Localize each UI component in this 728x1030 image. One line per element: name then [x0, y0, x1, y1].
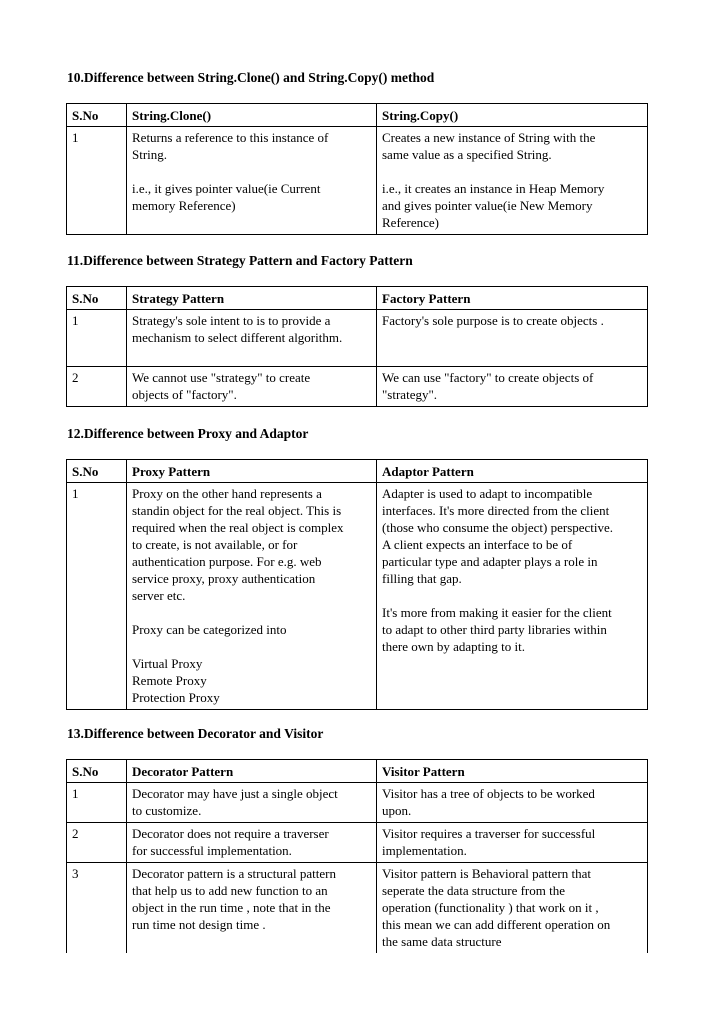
header-col-b: Factory Pattern: [377, 287, 648, 310]
cell-paragraph: i.e., it creates an instance in Heap Memory and gives pointer value(ie New Memory Reference): [382, 181, 605, 230]
cell-paragraph: Proxy can be categorized into: [132, 622, 287, 637]
table-row: [67, 783, 648, 823]
header-sno: S.No: [67, 287, 127, 310]
header-col-a: Proxy Pattern: [127, 460, 377, 483]
cell-paragraph: Strategy's sole intent to is to provide a mechanism to select different algorithm.: [132, 313, 343, 345]
cell-paragraph: Decorator does not require a traverser for successful implementation.: [132, 826, 329, 858]
cell-paragraph: We can use "factory" to create objects of "strategy".: [382, 370, 594, 402]
cell-paragraph: Visitor has a tree of objects to be worked upon.: [382, 786, 595, 818]
cell-col-b: [377, 483, 648, 710]
table-header-row: [67, 104, 648, 127]
cell-paragraph: Virtual Proxy Remote Proxy Protection Proxy: [132, 656, 220, 705]
cell-paragraph: Proxy on the other hand represents a standin object for the real object. This is required when the real object is complex to create, is not available, or for authentication purpose. For e.g. web service proxy, proxy authentication server etc.: [132, 486, 344, 603]
cell-sno: 3: [67, 863, 127, 954]
header-col-b: Visitor Pattern: [377, 760, 648, 783]
header-col-a: String.Clone(): [127, 104, 377, 127]
header-col-a: Decorator Pattern: [127, 760, 377, 783]
section-10-heading: 10.Difference between String.Clone() and String.Copy() method: [67, 70, 435, 85]
table-row: [67, 310, 648, 367]
section-11-table: [66, 286, 648, 407]
section-12-heading: 12.Difference between Proxy and Adaptor: [67, 426, 309, 441]
cell-sno: 1: [67, 783, 127, 823]
table-row: [67, 823, 648, 863]
table-row: [67, 367, 648, 407]
cell-col-a: [127, 483, 377, 710]
cell-sno: 1: [67, 127, 127, 235]
cell-col-b: [377, 783, 648, 823]
cell-col-b: [377, 823, 648, 863]
cell-col-b: [377, 367, 648, 407]
cell-col-a: [127, 367, 377, 407]
cell-sno: 1: [67, 483, 127, 710]
section-12-table: [66, 459, 648, 710]
table-row: [67, 127, 648, 235]
cell-paragraph: Decorator may have just a single object to customize.: [132, 786, 338, 818]
section-11-heading: 11.Difference between Strategy Pattern and Factory Pattern: [67, 253, 413, 268]
header-sno: S.No: [67, 104, 127, 127]
cell-sno: 1: [67, 310, 127, 367]
section-13-heading: 13.Difference between Decorator and Visitor: [67, 726, 324, 741]
section-10-table: [66, 103, 648, 235]
cell-col-a: [127, 823, 377, 863]
cell-sno: 2: [67, 367, 127, 407]
cell-paragraph: Adapter is used to adapt to incompatible interfaces. It's more directed from the client (those who consume the object) perspective. A client expects an interface to be of particular type and adapter plays a role in filling that gap.: [382, 486, 614, 586]
cell-col-b: [377, 310, 648, 367]
cell-col-a: [127, 863, 377, 954]
cell-col-b: [377, 863, 648, 954]
header-col-a: Strategy Pattern: [127, 287, 377, 310]
cell-paragraph: We cannot use "strategy" to create objects of "factory".: [132, 370, 311, 402]
table-header-row: [67, 760, 648, 783]
table-header-row: [67, 460, 648, 483]
cell-paragraph: i.e., it gives pointer value(ie Current memory Reference): [132, 181, 321, 213]
cell-col-a: [127, 783, 377, 823]
cell-paragraph: Decorator pattern is a structural pattern that help us to add new function to an object in the run time , note that in the run time not design time .: [132, 866, 336, 932]
cell-col-a: [127, 310, 377, 367]
header-sno: S.No: [67, 460, 127, 483]
table-header-row: [67, 287, 648, 310]
cell-col-b: [377, 127, 648, 235]
cell-paragraph: It's more from making it easier for the client to adapt to other third party libraries within there own by adapting to it.: [382, 605, 612, 654]
header-col-b: Adaptor Pattern: [377, 460, 648, 483]
header-col-b: String.Copy(): [377, 104, 648, 127]
header-sno: S.No: [67, 760, 127, 783]
cell-paragraph: Factory's sole purpose is to create objects .: [382, 313, 604, 328]
section-13-table: [66, 759, 648, 953]
cell-paragraph: Visitor requires a traverser for successful implementation.: [382, 826, 596, 858]
table-row: [67, 483, 648, 710]
cell-sno: 2: [67, 823, 127, 863]
table-row: [67, 863, 648, 954]
cell-paragraph: Creates a new instance of String with the same value as a specified String.: [382, 130, 596, 162]
cell-paragraph: Returns a reference to this instance of String.: [132, 130, 329, 162]
cell-paragraph: Visitor pattern is Behavioral pattern that seperate the data structure from the operation (functionality ) that work on it , this mean we can add different operation on the same data structure: [382, 866, 611, 949]
cell-col-a: [127, 127, 377, 235]
